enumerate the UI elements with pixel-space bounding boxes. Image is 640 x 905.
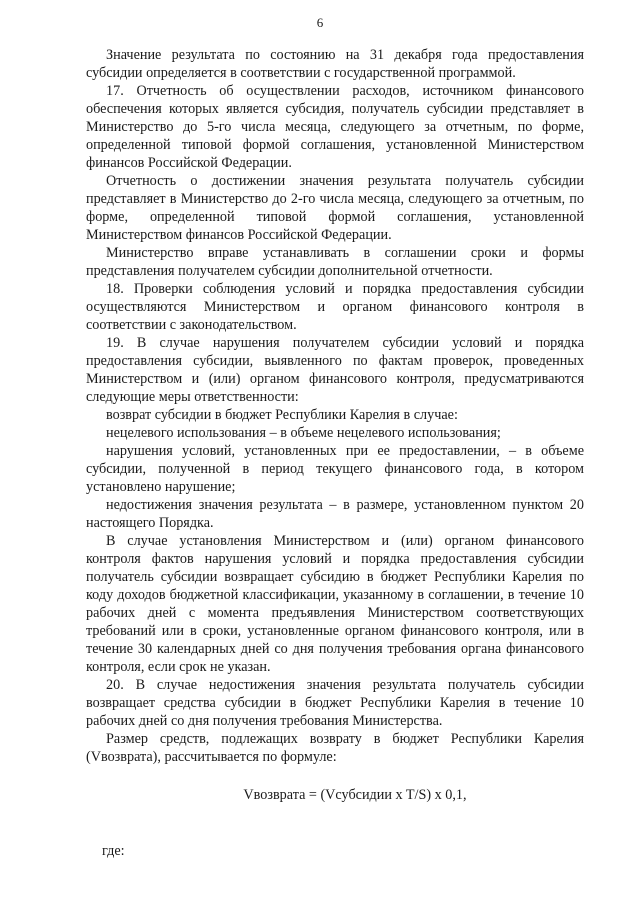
paragraph-refund-cases: возврат субсидии в бюджет Республики Карелия в случае: xyxy=(106,407,458,423)
paragraph-20-refund: 20. В случае недостижения значения результата получатель субсидии возвращает средства субсидии в бюджет Республики Карелия в течение 10 рабочих дней со дня получения требования Министерства. xyxy=(86,677,584,729)
paragraph-19-violations: 19. В случае нарушения получателем субсидии условий и порядка предоставления субсидии, выявленного по фактам проверок, проведенных Министерством и (или) органом финансового контроля, предусматриваются следующие меры ответственности: xyxy=(86,335,584,405)
paragraph-18-inspections: 18. Проверки соблюдения условий и порядка предоставления субсидии осуществляются Министерством и органом финансового контроля в соответствии с законодательством. xyxy=(86,281,584,333)
page-number: 6 xyxy=(316,15,324,30)
paragraph-additional-report: Министерство вправе устанавливать в соглашении сроки и формы представления получателем субсидии дополнительной отчетности. xyxy=(86,245,584,279)
paragraph-result-not-achieved: недостижения значения результата – в размере, установленном пунктом 20 настоящего Порядка. xyxy=(86,497,584,531)
paragraph-misuse: нецелевого использования – в объеме нецелевого использования; xyxy=(106,425,501,441)
paragraph-refund-amount: Размер средств, подлежащих возврату в бюджет Республики Карелия (Vвозврата), рассчитывается по формуле: xyxy=(86,731,584,765)
where-label: где: xyxy=(102,843,125,859)
refund-formula: Vвозврата = (Vсубсидии x T/S) x 0,1, xyxy=(243,787,467,803)
paragraph-result-value: Значение результата по состоянию на 31 декабря года предоставления субсидии определяется в соответствии с государственной программой. xyxy=(86,47,584,81)
document-body xyxy=(86,46,584,860)
paragraph-result-report: Отчетность о достижении значения результата получатель субсидии представляет в Министерство до 2-го числа месяца, следующего за отчетным, по форме, определенной типовой формой соглашения, установленной Министерством финансов Российской Федерации. xyxy=(86,173,584,243)
paragraph-17-expense-report: 17. Отчетность об осуществлении расходов, источником финансового обеспечения которых является субсидия, получатель субсидии представляет в Министерство до 5-го числа месяца, следующего за отчетным, по форме, определенной типовой формой соглашения, установленной Министерством финансов Российской Федерации. xyxy=(86,83,584,171)
paragraph-refund-procedure: В случае установления Министерством и (или) органом финансового контроля фактов нарушения условий и порядка предоставления субсидии получатель субсидии возвращает субсидию в бюджет Республики Карелия по коду доходов бюджетной классификации, указанному в соглашении, в течение 10 рабочих дней с момента предъявления Министерством соответствующих требований или в сроки, установленные органом финансового контроля, или в течение 30 календарных дней со дня получения требования органа финансового контроля, если срок не указан. xyxy=(86,533,584,675)
paragraph-condition-breach: нарушения условий, установленных при ее предоставлении, – в объеме субсидии, полученной в период текущего финансового года, в котором установлено нарушение; xyxy=(86,443,584,495)
